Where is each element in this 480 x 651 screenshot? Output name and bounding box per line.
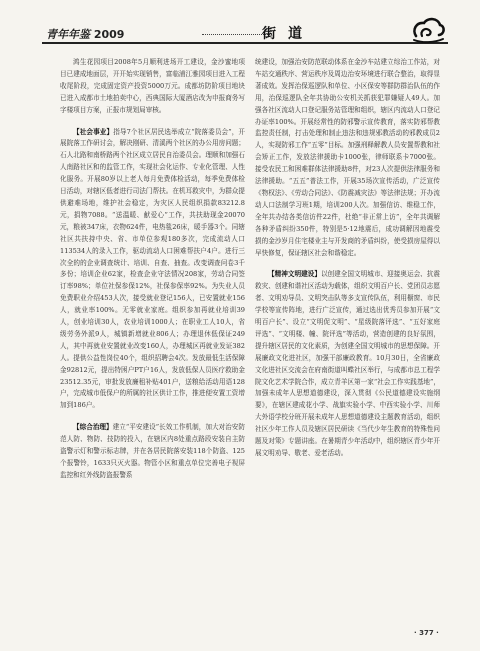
paragraph-social-affairs: 【社会事业】指导7个社区居民选举成立“院落委员会”，开展院落工作研讨会，解决刚研、清溪两个社区的办公用房问题；石人北路和南桥路两个社区成立居民自治委员会。理顺和加强石人南路社区和的监管工作，实现社会化运作、专业化管理、人性化服务。开展80岁以上老人每月免费体检活动，每季免费体检日活动，对辖区低者进行司法门帮扶。在机耳救灾中，为群众提供避难场地，维护社会稳定，为灾区人民组织捐款83212.8元，捐物7088。“送温暖、献爱心”工作，共扶助现金20070元，粮被347床，衣物624件，电热毯26床，暖手器3个。同辖社区共扶持中央、省、市单位参观180多次，完成流动人口113534人的录入工作，驱动流动人口困难帮扶户4户。进行三次全的的企业调查统计、培训、自查、抽查。改变调查问卷3千多份；培训企业62家，检查企业守法情况208家，劳动合同签订率98%；单位社保参保12%，社保参保率92%。为失业人员免费职业介绍453人次，接受就业登记156人，已安置就业156人，就业率100%。无零就业家庭。组织参加再就业培训39人，创业培训30人，农业培训1000人；在职业工人10人，省级劳务外派9人，城镇新增就业806人；办理退休低保证249人，其中再就业安置就业改变160人，办理城区再就业发证382人。提供公益性岗位40个，组织招聘会4次。发放最低生活保障金92812元，提出特困户PT户16人，发放低保人员医疗救助金23512.35元，审批发放廉租补贴401户，送粮给活动用语128户，完成城市低保户的所属的社区供计工作，推进便安置工资增加到186户。 xyxy=(60,127,246,410)
paragraph-comprehensive-governance: 【综合治理】建立“平安建设”长效工作机制，加大对治安防范人防、物防、技防的投入，在辖区内8处重点路段安装自主防盗警示灯和警示标志牌，并在各居民院落安装118个防盗、125个报警铃，1633只灭火器。物管小区和重点单位完善电子视屏监控和红外线防盗报警系 xyxy=(60,423,245,479)
paragraph: 鸿生花园项目2008年5月顺利进场开工建设，金沙蜜地项目已建成地面层，开开始实现销售，富临浦江雅园项目进入工程收尾阶段，完成固定资产投资5000万元。成都坊防阶项目地块已进入成都市土地拍卖中心，西典国际大厦酒店改为申报商务写字楼项目方案，正报市规划局审核。 xyxy=(60,58,245,114)
yearbook-label: 青年年鉴 xyxy=(46,28,90,41)
section-title: 街道 xyxy=(262,26,314,42)
left-text-column xyxy=(60,57,245,482)
section-heading: 【综合治理】 xyxy=(73,423,113,432)
paragraph-spiritual-civilization: 【精神文明建设】以创建全国文明城市、迎接奥运会、抗震救灾、创建和谐社区活动为载体，组织文明百户长、党团员志愿者、文明劝导员、文明突击队等多支宣传队伍，利用橱窗、市民学校等宣传阵地，进行广泛宣传，通过选出优秀员参加开展“文明百户长”、设立“文明促文明”、“星级院落评选”、“五好家庭评选”、“文明楼、幢、院评选”等活动，营造创建的良好氛围，提升辖区居民的文化素质，为创建全国文明城市的思想保障。开展廉政文化进社区，加强干部廉政教育。10月30日，全省廉政文化进社区交流会在府南街道叫蝶社区举行，与成都市总工程学院文化艺术学院合作，成立青羊区第一家“社会工作实践基地”，加强未成年人思想道德建设，深入贯彻《公民道德建设实施纲要》，在辖区建成花小学、战旗实验小学、中西实验小学、川师大外语学校分班开展未成年人思想道德建设主题教育活动，组织社区少年工作人员及辖区居民研读《当代少年生教育的特殊性问题及对策》专题讲座。在暑期青少年活动中，组织辖区青少年开展文明劝导、敬老、爱老活动。 xyxy=(255,270,441,457)
page-number: · 377 · xyxy=(414,629,439,637)
header-rule xyxy=(42,42,448,44)
paragraph-continued: 统建设，加强治安防范联动体系在金沙车站建立综治工作站，对车站交通秩序、营运秩序及周边治安环境进行联合整治，取得显著成效。发挥治保巡逻队和单位、小区保安等群防群治队伍的作用，治保巡逻队全年共协助公安机关抓获犯罪嫌疑人49人。加强各社区流动人口登记服务站管理和组织，辖区内流动人口登记办证率100%。开展经常性的防邪警示宣传教育，落实防邪帮教监控责任制，打击处理和制止违法和违规邪教活动的邪教成员2人，实现防邪工作“五零”目标。加强刑释解教人员安置帮教和社会矫正工作，发放法律援助卡1000张，律师联系卡7000张。接受农民工和困难群体法律援助8件，对23人次提供法律服务和法律援助。“五五”普法工作，开展35场次宣传活动，广泛宣传《物权法》、《劳动合同法》、《防震减灾法》等法律法规；开办流动人口法制学习班1期，培训200人次。加强信访、维稳工作，全年共办结各类信访件22件，杜绝“非正常上访”，全年共调解各种矛盾纠纷350件，特别是5·12地震后，成功调解因地震受损的金沙岁月住宅楼业主与开发商的矛盾纠纷，使受损房屋得以早快修复，保证辖区社会和谐稳定。 xyxy=(255,58,440,257)
cloud-swirl-logo xyxy=(410,14,446,46)
section-heading: 【精神文明建设】 xyxy=(268,270,321,279)
right-text-column xyxy=(255,57,440,460)
yearbook-title xyxy=(46,26,124,42)
page-header xyxy=(42,21,448,45)
section-heading: 【社会事业】 xyxy=(73,127,114,136)
yearbook-year: 2009 xyxy=(93,28,125,41)
